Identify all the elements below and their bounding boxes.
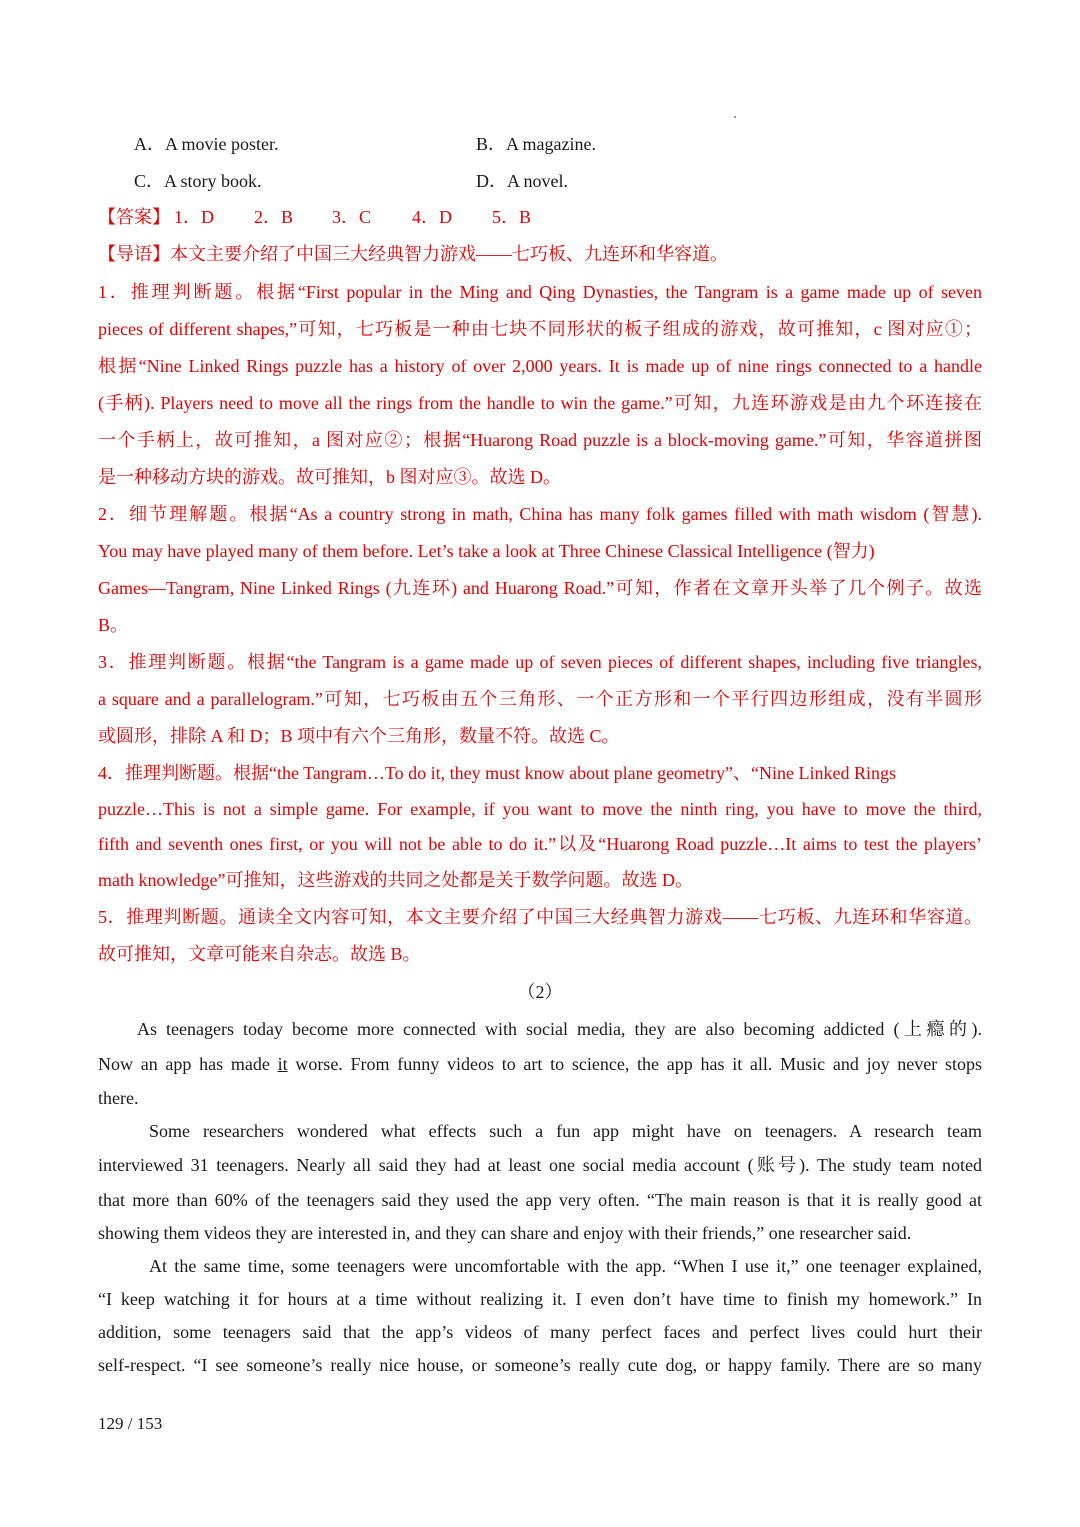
underlined-word: it	[277, 1054, 288, 1074]
option-b: B．A magazine.	[476, 134, 596, 154]
explanation-line-18: 5．推理判断题。通读全文内容可知，本文主要介绍了中国三大经典智力游戏——七巧板、九连环和华容道。	[98, 907, 982, 927]
passage-p3-line-3: addition, some teenagers said that the app’s videos of many perfect faces and perfect lives could hurt their	[98, 1322, 982, 1342]
answer-item-1: 1．D	[174, 207, 214, 227]
scan-dot	[734, 116, 736, 118]
intro-line	[98, 243, 728, 265]
answer-label: 【答案】	[98, 207, 170, 227]
option-d: D．A novel.	[476, 171, 568, 191]
passage-p3-line-4: self-respect. “I see someone’s really nice house, or someone’s really cute dog, or happy family. There are so many	[98, 1355, 982, 1375]
explanation-line-14: 4．推理判断题。根据“the Tangram…To do it, they must know about plane geometry”、“Nine Linked Rings	[98, 763, 897, 783]
answer-item-2: 2．B	[254, 207, 294, 227]
explanation-line-3: 根据“Nine Linked Rings puzzle has a history of over 2,000 years. It is made up of nine rings connected to a handle	[98, 356, 982, 376]
passage-p1-line-2-after: worse. From funny videos to art to science, the app has it all. Music and joy never stops	[287, 1054, 983, 1074]
explanation-line-17: math knowledge”可推知，这些游戏的共同之处都是关于数学问题。故选 D。	[98, 870, 693, 890]
passage-p3-line-2: “I keep watching it for hours at a time without realizing it. I even don’t have time to finish my homework.” In	[98, 1289, 982, 1309]
intro-label: 【导语】	[98, 244, 170, 264]
passage-p1-line-2	[98, 1052, 982, 1076]
explanation-line-8: You may have played many of them before. Let’s take a look at Three Chinese Classical Intelligence (智力)	[98, 541, 875, 561]
section-number: （2）	[517, 982, 563, 1002]
answer-item-5: 5．B	[492, 207, 532, 227]
explanation-line-2: pieces of different shapes,”可知，七巧板是一种由七块不同形状的板子组成的游戏，故可推知，c 图对应①；	[98, 319, 982, 339]
passage-p1-line-1: As teenagers today become more connected with social media, they are also becoming addicted (上瘾的).	[137, 1019, 982, 1039]
explanation-line-4: (手柄). Players need to move all the rings from the handle to win the game.”可知，九连环游戏是由九个环连接在	[98, 393, 982, 413]
passage-p2-line-2: interviewed 31 teenagers. Nearly all said they had at least one social media account (账号). The study team noted	[98, 1155, 982, 1175]
explanation-line-16: fifth and seventh ones first, or you will not be able to do it.”以及“Huarong Road puzzle…It aims to test the players’	[98, 834, 982, 854]
page-indicator: 129 / 153	[98, 1414, 163, 1433]
explanation-line-19: 故可推知，文章可能来自杂志。故选 B。	[98, 944, 421, 964]
passage-p2-line-3: that more than 60% of the teenagers said they used the app very often. “The main reason is that it is really good at	[98, 1190, 982, 1210]
passage-p2-line-1: Some researchers wondered what effects such a fun app might have on teenagers. A research team	[149, 1121, 982, 1141]
passage-p1-line-2-before: Now an app has made	[98, 1054, 278, 1074]
explanation-line-12: a square and a parallelogram.”可知，七巧板由五个三角形、一个正方形和一个平行四边形组成，没有半圆形	[98, 689, 982, 709]
explanation-line-1: 1．推理判断题。根据“First popular in the Ming and Qing Dynasties, the Tangram is a game made up of seven	[98, 282, 982, 302]
answer-item-4: 4．D	[412, 207, 452, 227]
explanation-line-6: 是一种移动方块的游戏。故可推知，b 图对应③。故选 D。	[98, 467, 561, 487]
answer-item-3: 3．C	[332, 207, 372, 227]
option-a: A．A movie poster.	[134, 134, 279, 154]
explanation-line-15: puzzle…This is not a simple game. For example, if you want to move the ninth ring, you have to move the third,	[98, 799, 982, 819]
passage-p2-line-4: showing them videos they are interested in, and they can share and enjoy with their friends,” one researcher said.	[98, 1223, 912, 1243]
passage-p1-line-3: there.	[98, 1088, 139, 1108]
passage-p3-line-1: At the same time, some teenagers were uncomfortable with the app. “When I use it,” one teenager explained,	[149, 1256, 982, 1276]
explanation-line-10: B。	[98, 615, 129, 635]
intro-text: 本文主要介绍了中国三大经典智力游戏——七巧板、九连环和华容道。	[170, 244, 728, 264]
explanation-line-7: 2．细节理解题。根据“As a country strong in math, China has many folk games filled with math wisdom (智慧).	[98, 504, 982, 524]
explanation-line-5: 一个手柄上，故可推知，a 图对应②；根据“Huarong Road puzzle is a block-moving game.”可知，华容道拼图	[98, 430, 982, 450]
explanation-line-9: Games—Tangram, Nine Linked Rings (九连环) and Huarong Road.”可知，作者在文章开头举了几个例子。故选	[98, 578, 982, 598]
explanation-line-11: 3．推理判断题。根据“the Tangram is a game made up of seven pieces of different shapes, including five triangles,	[98, 652, 982, 672]
explanation-line-13: 或圆形，排除 A 和 D；B 项中有六个三角形，数量不符。故选 C。	[98, 726, 620, 746]
option-c: C．A story book.	[134, 171, 262, 191]
